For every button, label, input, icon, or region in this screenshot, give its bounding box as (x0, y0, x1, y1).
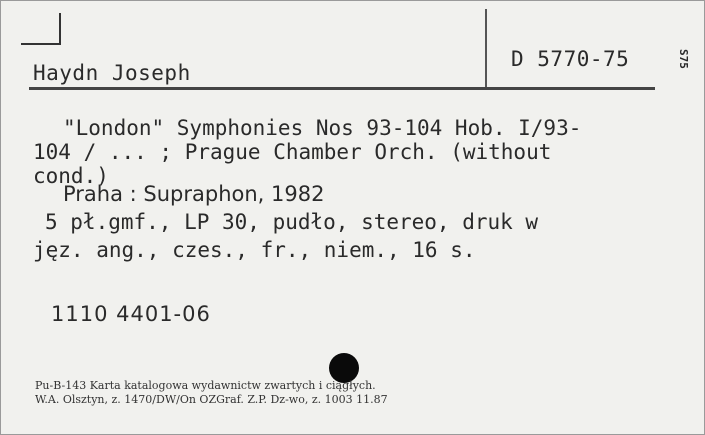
header-divider (485, 9, 487, 89)
side-note: S75 (677, 49, 690, 69)
description-line-2: jęz. ang., czes., fr., niem., 16 s. (33, 238, 476, 262)
footer-line-2: W.A. Olsztyn, z. 1470/DW/On OZGraf. Z.P. Dz-wo, z. 1003 11.87 (35, 393, 388, 406)
title-line-1: "London" Symphonies Nos 93-104 Hob. I/93- (63, 116, 582, 140)
footer-line-1: Pu-B-143 Karta katalogowa wydawnictw zwartych i ciągłych. (35, 379, 376, 392)
author-name: Haydn Joseph (33, 61, 191, 85)
title-line-3: cond.) (33, 164, 109, 188)
description-line-1: 5 pł.gmf., LP 30, pudło, stereo, druk w (45, 210, 539, 234)
corner-mark (21, 13, 61, 45)
record-number: D 5770-75 (511, 47, 630, 71)
catalog-number: 1110 4401-06 (51, 302, 211, 326)
publication-line: Praha : Supraphon, 1982 (63, 182, 325, 206)
header-rule (29, 87, 655, 90)
title-line-2: 104 / ... ; Prague Chamber Orch. (without (33, 140, 552, 164)
